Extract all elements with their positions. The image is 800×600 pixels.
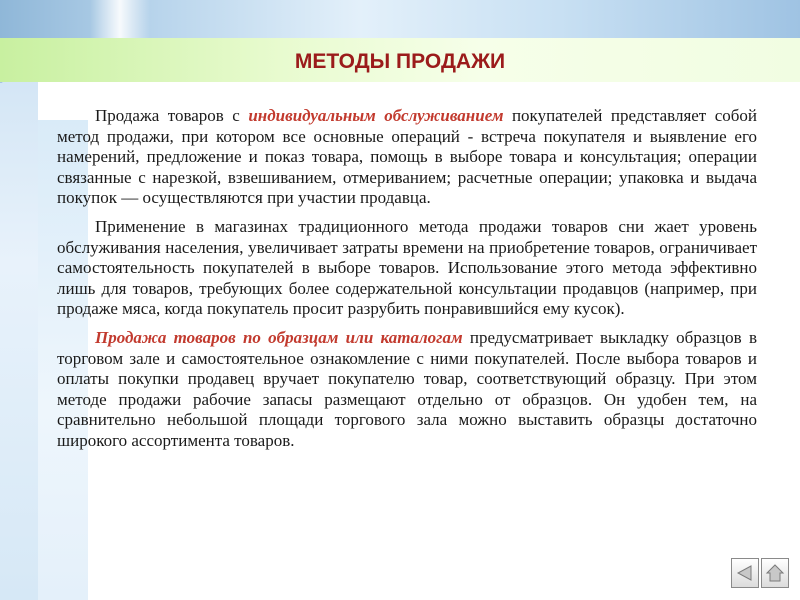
home-icon <box>765 563 785 583</box>
paragraph-3-text-after: предусматривает выкладку образцов в торговом зале и самостоятельное ознакомление с ними покупателей. После выбора товаров и оплаты покупки продавец вручает покупателю товар, соответствующий образцу. При этом методе продажи рабочие запасы размещают отдельно от образцов. Он удобен тем, на сравнительно небольшой площади торгового зала можно выставить образцы достаточно широкого ассортимента товаров. <box>57 327 757 450</box>
slide-content <box>57 106 757 460</box>
paragraph-1 <box>57 106 757 209</box>
back-arrow-icon <box>735 563 755 583</box>
back-button[interactable] <box>731 558 759 588</box>
top-decor-band <box>0 0 800 38</box>
paragraph-2-text: Применение в магазинах традиционного метода продажи товаров сни жает уровень обслуживания населения, увеличивает затраты времени на приобретение товаров, ограничивает самостоятельность покупателей в выборе товаров. Использование этого метода эффективно лишь для товаров, требующих более содержательной консультации продавцов (например, при продаже мяса, когда покупатель просит разрубить понравившийся ему кусок). <box>57 216 757 319</box>
paragraph-1-text-after: покупателей представляет собой метод продажи, при котором все основные операций - встреча покупателя и выявление его намерений, предложение и показ товара, помощь в выборе товара и консультация; операции связанные с нарезкой, взвешиванием, отмериванием; расчетные операции; упаковка и выдача покупок — осуществляются при участии продавца. <box>57 106 757 208</box>
paragraph-1-highlight: индивидуальным обслуживанием <box>248 106 504 125</box>
paragraph-3-highlight: Продажа товаров по образцам или каталогам <box>95 327 463 347</box>
paragraph-2 <box>57 217 757 320</box>
paragraph-3 <box>57 328 757 452</box>
slide-title: МЕТОДЫ ПРОДАЖИ <box>294 50 506 73</box>
paragraph-1-text-before: Продажа товаров с <box>95 106 249 125</box>
home-button[interactable] <box>761 558 789 588</box>
left-decor-bar <box>0 38 38 600</box>
